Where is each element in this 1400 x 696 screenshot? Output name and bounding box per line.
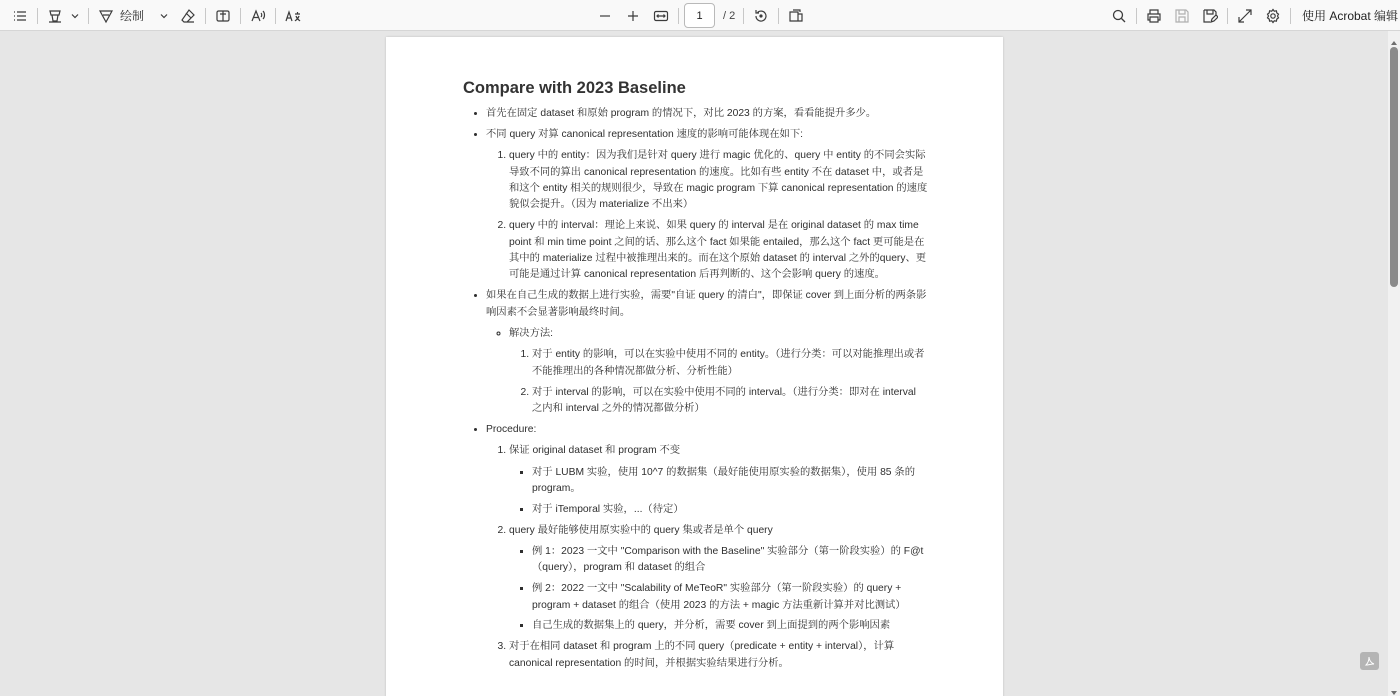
list-item: 3. 对于在相同 dataset 和 program 上的不同 query（predicate + entity + interval），计算 canonical representation 的时间，并根据实验结果进行分析。	[509, 639, 928, 672]
list-item: ▪ 对于 iTemporal 实验，...（待定）	[532, 502, 928, 518]
toolbar	[0, 0, 1400, 31]
toolbar-right	[1107, 0, 1398, 31]
divider	[275, 8, 276, 24]
list-item-text: Procedure:	[486, 423, 537, 435]
list-item: 2. 对于 interval 的影响，可以在实验中使用不同的 interval。（进行分类：即对在 interval 之内和 interval 之外的情况都做分析）	[532, 385, 928, 418]
page-view-icon[interactable]	[784, 4, 808, 28]
save-as-icon[interactable]	[1198, 4, 1222, 28]
fullscreen-icon[interactable]	[1233, 4, 1257, 28]
toolbar-left	[8, 0, 305, 31]
list-item: 1. query 中的 entity：因为我们是针对 query 进行 magic 优化的、query 中 entity 的不同会实际导致不同的算出 canonical representation 的速度。比如有些 entity 不在 dataset 中，或者是和这个 entity 相关的规则很少，导致在 magic program 下算 canonical representation 的速度貌似会提升。（因为 materialize 不出来）	[509, 148, 928, 214]
divider	[778, 8, 779, 24]
draw-label: 绘制	[120, 9, 145, 23]
list-item: 1. 对于 entity 的影响，可以在实验中使用不同的 entity。（进行分类：可以对能推理出或者不能推理出的各种情况都做分析、分析性能）	[532, 347, 928, 380]
translate-icon[interactable]	[281, 4, 305, 28]
divider	[240, 8, 241, 24]
zoom-in-icon[interactable]	[621, 4, 645, 28]
list-item: • 首先在固定 dataset 和原始 program 的情况下，对比 2023 的方案，看看能提升多少。	[486, 106, 928, 122]
list-item: ▪ 自己生成的数据集上的 query，并分析，需要 cover 到上面提到的两个影响因素	[532, 618, 928, 634]
contents-icon[interactable]	[8, 4, 32, 28]
list-item	[486, 127, 928, 284]
divider	[205, 8, 206, 24]
list-item	[486, 288, 928, 417]
edit-with-acrobat-button[interactable]: 使用 Acrobat 编辑	[1302, 9, 1399, 23]
search-icon[interactable]	[1107, 4, 1131, 28]
sub-list	[509, 544, 928, 635]
chevron-down-icon[interactable]	[156, 4, 172, 28]
list-item-text: 如果在自己生成的数据上进行实验，需要"自证 query 的清白"，即保证 cover 到上面分析的两条影响因素不会显著影响最终时间。	[486, 290, 927, 318]
scroll-up-icon[interactable]	[1390, 34, 1398, 42]
list-item	[509, 443, 928, 518]
acrobat-pdf-icon[interactable]	[1360, 652, 1379, 670]
numbered-list	[486, 443, 928, 672]
settings-icon[interactable]	[1261, 4, 1285, 28]
zoom-out-icon[interactable]	[593, 4, 617, 28]
divider	[1227, 8, 1228, 24]
divider	[678, 8, 679, 24]
document-title: Compare with 2023 Baseline	[463, 79, 686, 97]
chevron-down-icon[interactable]	[67, 4, 83, 28]
sub-list	[486, 326, 928, 417]
page-number-input[interactable]	[684, 3, 715, 28]
toolbar-middle	[593, 0, 808, 31]
draw-icon	[98, 8, 114, 24]
list-item: ▪ 例 2：2022 一文中 "Scalability of MeTeoR" 实验部分（第一阶段实验）的 query + program + dataset 的组合（使用 2023 的方法 + magic 方法重新计算并对比测试）	[532, 581, 928, 614]
save-icon	[1170, 4, 1194, 28]
print-icon[interactable]	[1142, 4, 1166, 28]
rotate-icon[interactable]	[749, 4, 773, 28]
pdf-page	[386, 37, 1003, 696]
list-item-text: query 最好能够使用原实验中的 query 集或者是单个 query	[509, 524, 773, 536]
divider	[743, 8, 744, 24]
list-item	[509, 523, 928, 635]
list-item	[486, 422, 928, 672]
divider	[37, 8, 38, 24]
eraser-icon[interactable]	[176, 4, 200, 28]
list-item-text: 保证 original dataset 和 program 不变	[509, 445, 681, 457]
scrollbar-thumb[interactable]	[1390, 47, 1398, 287]
divider	[88, 8, 89, 24]
list-item: 2. query 中的 interval：理论上来说、如果 query 的 interval 是在 original dataset 的 max time point 和 min time point 之间的话、那么这个 fact 如果能 entailed，那么这个 fact 更可能是在其中的 materialize 过程中被推理出来的。而在这个原始 dataset 的 interval 之外的query、更可能是通过计算 canonical representation 后再判断的、这个会影响 query 的速度。	[509, 218, 928, 284]
numbered-list	[486, 148, 928, 284]
divider	[1136, 8, 1137, 24]
page-content	[463, 77, 928, 676]
list-item: ▪ 例 1：2023 一文中 "Comparison with the Baseline" 实验部分（第一阶段实验）的 F@t（query），program 和 dataset 的组合	[532, 544, 928, 577]
list-item	[509, 326, 928, 417]
scroll-down-icon[interactable]	[1390, 684, 1398, 692]
read-aloud-icon[interactable]	[246, 4, 270, 28]
fit-page-icon[interactable]	[649, 4, 673, 28]
highlight-icon[interactable]	[43, 4, 67, 28]
draw-button[interactable]	[94, 4, 148, 28]
list-item-text: 解决方法:	[509, 328, 554, 340]
divider	[1290, 8, 1291, 24]
bullet-list	[463, 106, 928, 672]
list-item-text: 不同 query 对算 canonical representation 速度的影响可能体现在如下:	[486, 128, 804, 140]
text-box-icon[interactable]	[211, 4, 235, 28]
page-total: / 2	[723, 9, 736, 22]
sub-list	[509, 465, 928, 519]
list-item: ▪ 对于 LUBM 实验，使用 10^7 的数据集（最好能使用原实验的数据集），使用 85 条的 program。	[532, 465, 928, 498]
numbered-list	[509, 347, 928, 417]
